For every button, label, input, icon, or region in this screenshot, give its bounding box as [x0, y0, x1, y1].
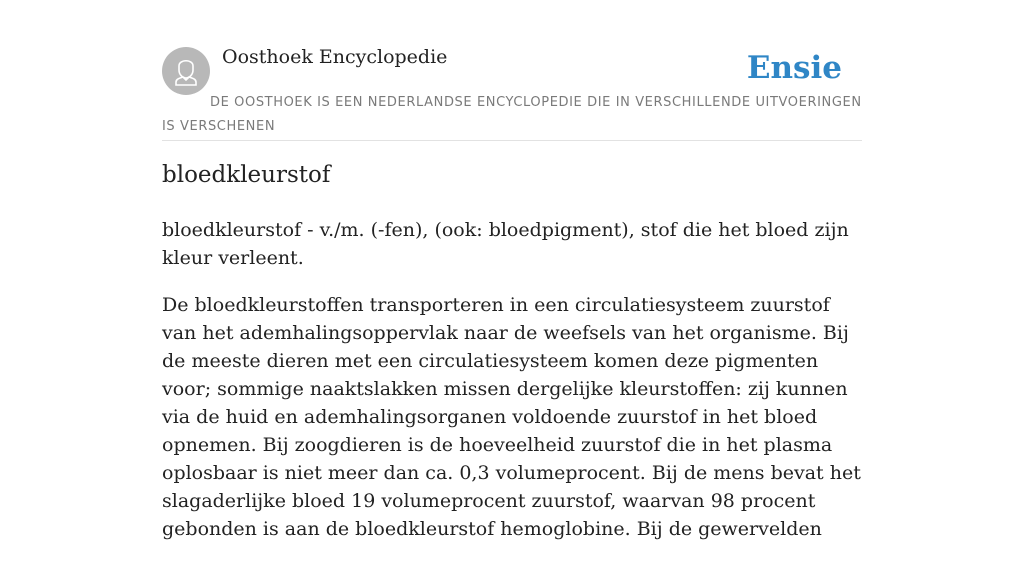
article-title: bloedkleurstof: [162, 162, 331, 188]
site-tagline: DE OOSTHOEK IS EEN NEDERLANDSE ENCYCLOPEDIE DIE IN VERSCHILLENDE UITVOERINGEN IS VERSCHENEN: [162, 95, 862, 134]
article-content: [162, 216, 862, 562]
site-header: [162, 0, 862, 141]
site-name[interactable]: Oosthoek Encyclopedie: [222, 46, 448, 68]
article-paragraph: De bloedkleurstoffen transporteren in een circulatiesysteem zuurstof van het ademhalingsoppervlak naar de weefsels van het organisme. Bij de meeste dieren met een circulatiesysteem komen deze pigmenten voor; sommige naaktslakken missen dergelijke kleurstoffen: zij kunnen via de huid en ademhalingsorganen voldoende zuurstof in het bloed opnemen. Bij zoogdieren is de hoeveelheid zuurstof die in het plasma oplosbaar is niet meer dan ca. 0,3 volumeprocent. Bij de mens bevat het slagaderlijke bloed 19 volumeprocent zuurstof, waarvan 98 procent gebonden is aan de bloedkleurstof hemoglobine. Bij de gewervelden: [162, 294, 861, 540]
page: [162, 0, 862, 540]
article-paragraph: bloedkleurstof - v./m. (-fen), (ook: bloedpigment), stof die het bloed zijn kleur verleent.: [162, 219, 849, 269]
brand-logo[interactable]: Ensie: [746, 50, 842, 86]
user-silhouette-icon[interactable]: [162, 47, 210, 95]
